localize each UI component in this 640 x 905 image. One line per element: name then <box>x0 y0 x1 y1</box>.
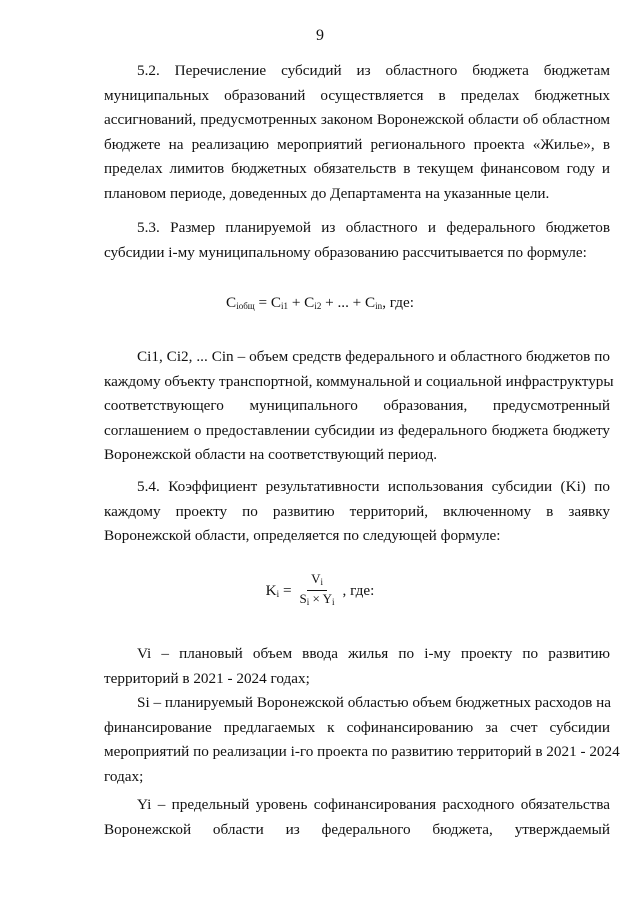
formula-fraction <box>296 572 339 609</box>
text-line: каждому объекту транспортной, коммунальной и социальной инфраструктуры <box>104 372 614 390</box>
paragraph-5-4 <box>104 475 610 549</box>
text-line: Yi – предельный уровень софинансирования расходного обязательства <box>137 796 610 813</box>
formula-sub: i1 <box>281 301 289 311</box>
formula-part: + ... + C <box>321 294 376 311</box>
text-line: мероприятий по реализации i-го проекта по развитию территорий в 2021 - 2024 <box>104 743 620 760</box>
formula-sub: iобщ <box>236 301 255 311</box>
formula-subsidy-sum <box>0 294 640 312</box>
text-line: соответствующего муниципального образования, предусмотренный <box>104 397 610 414</box>
text-line: 5.4. Коэффициент результативности использования субсидии (Ki) по <box>137 478 610 495</box>
formula-lhs: K <box>265 581 277 599</box>
text-line: пределах лимитов бюджетных обязательств в текущем финансовом году и <box>104 160 610 177</box>
fraction-denominator: $S_i \times Y_i$ <box>299 591 335 607</box>
formula-sub: in <box>375 301 383 311</box>
text-line: субсидии i-му муниципальному образованию рассчитывается по формуле: <box>104 243 587 261</box>
text-line: Si – планируемый Воронежской областью объем бюджетных расходов на <box>137 694 611 711</box>
definition-c <box>104 345 614 468</box>
text-line: ассигнований, предусмотренных законом Воронежской области об областном <box>104 111 610 128</box>
text-line: Vi – плановый объем ввода жилья по i-му проекту по развитию <box>137 645 610 662</box>
text-line: годах; <box>104 767 144 785</box>
definition-v <box>104 642 610 691</box>
formula-lhs: C <box>226 294 237 311</box>
page-number: 9 <box>316 27 324 44</box>
formula-coefficient <box>0 572 640 609</box>
formula-part: = <box>279 581 292 599</box>
formula-part: , где: <box>382 294 414 311</box>
text-line: муниципальных образований осуществляется в пределах бюджетных <box>104 86 610 104</box>
paragraph-5-3 <box>104 216 610 265</box>
formula-sub: i2 <box>314 301 322 311</box>
formula-part: + C <box>288 294 315 311</box>
text-line: финансирование предлагаемых к софинансированию за счет субсидии <box>104 718 610 736</box>
text-line: 5.2. Перечисление субсидий из областного бюджета бюджетам <box>137 62 610 79</box>
text-line: Воронежской области из федерального бюджета, утверждаемый <box>104 820 610 838</box>
text-line: Воронежской области, определяется по следующей формуле: <box>104 527 501 544</box>
text-line: каждому проекту по развитию территорий, включенному в заявку <box>104 502 610 520</box>
formula-part: = C <box>254 294 281 311</box>
formula-part: , где: <box>342 581 375 599</box>
definition-y <box>104 793 610 842</box>
fraction-numerator: $V_i$ <box>307 572 327 591</box>
text-line: Воронежской области на соответствующий период. <box>104 446 438 463</box>
definition-s <box>104 691 620 789</box>
text-line: 5.3. Размер планируемой из областного и федерального бюджетов <box>137 219 610 236</box>
text-line: плановом периоде, доведенных до Департамента на указанные цели. <box>104 184 550 202</box>
text-line: бюджете на реализацию мероприятий регионального проекта «Жилье», в <box>104 135 610 153</box>
paragraph-5-2 <box>104 59 610 206</box>
text-line: соглашением о предоставлении субсидии из федерального бюджета бюджету <box>104 421 610 439</box>
formula-sub: i <box>276 588 280 599</box>
text-line: Ci1, Ci2, ... Cin – объем средств федерального и областного бюджетов по <box>137 348 610 365</box>
text-line: территорий в 2021 - 2024 годах; <box>104 669 310 687</box>
